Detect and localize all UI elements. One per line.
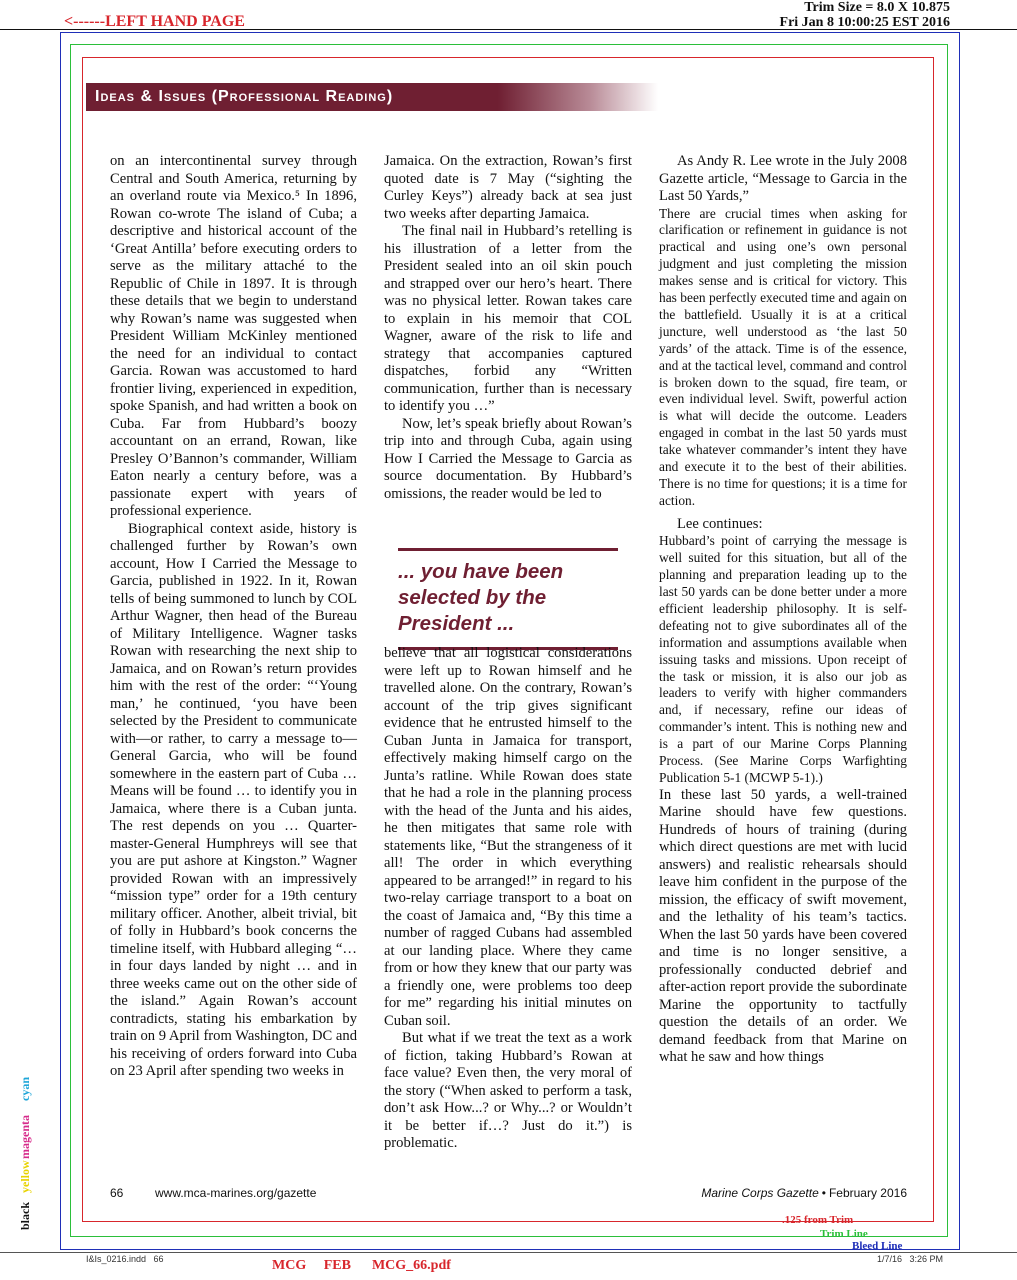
safe-frame-red-left — [82, 57, 83, 1221]
section-banner-title: Ideas & Issues (Professional Reading) — [95, 88, 394, 105]
body-paragraph: The final nail in Hubbard’s retelling is his illustration of a letter from the President sealed into an oil skin pouch and strapped over our hero’s heart. There was no physical letter. Rowan takes care to explain in his memoir that COL Wagner, aware of the risk to life and strategy that accompanies captured dispatches, forbid any “Written communication, further than is necessary to identify you …” — [384, 223, 632, 414]
trim-offset-slug: .125 from Trim — [782, 1214, 854, 1226]
color-label-magenta: magenta — [18, 1115, 32, 1159]
bleed-line-slug: Bleed Line — [852, 1240, 903, 1252]
trim-frame-green-bottom — [70, 1236, 948, 1237]
publication-name: Marine Corps Gazette — [701, 1186, 819, 1200]
color-label-black: black — [18, 1201, 32, 1230]
trim-frame-green-top — [70, 44, 948, 45]
pdf-label-slug: MCG FEB MCG_66.pdf — [272, 1258, 451, 1273]
block-quote: There are crucial times when asking for clarification or refinement in guidance is not practical and using one’s own personal judgment and just completing the mission makes sense and is critical for victory. This has been perfectly executed time and again on the battlefield. Usually it is at a critical juncture, well understood as ‘the last 50 yards’ of the attack. Time is of the essence, and at the tactical level, command and control is broken down to the squad, fire team, or even individual level. Swift, powerful action is what will decide the outcome. Leaders engaged in combat in the last 50 yards must take whatever commander’s intent they have and execute it to the best of their abilities. There is no time for questions; it is a time for action. — [659, 205, 907, 508]
article-column-2-bottom — [384, 645, 632, 1153]
footer-bullet: • — [821, 1186, 826, 1200]
trim-frame-blue-right — [959, 32, 960, 1250]
trim-frame-green-right — [947, 44, 948, 1236]
indd-file-slug: I&Is_0216.indd 66 — [86, 1254, 164, 1264]
body-paragraph: Biographical context aside, history is challenged further by Rowan’s own account, How I Carried the Message to Garcia, published in 1922. In it, Rowan tells of being summoned to lunch by COL Arthur Wagner, then head of the Bureau of Military Intelligence. Wagner tasks Rowan with researching the next ship to Jamaica, and on Rowan’s return provides him with the rest of the order: “‘Young man,’ he continued, ‘you have been selected by the President to communicate with—or rather, to carry a message to—General Garcia, who will be found somewhere in the eastern part of Cuba … Means will be found … to identify you in Jamaica, where there is a Cuban junta. The rest depends on you … Quarter-master-General Humphreys will see that you are put ashore at Kingston.” Wagner provided Rowan with an impressively “mission type” order for a 19th century military officer. Another, albeit trivial, bit of folly in Hubbard’s book concerns the timeline itself, with Hubbard alleging “… in four days landed by night … and in three weeks came out on the other side of the island.” Again Rowan’s account contradicts, stating his embarkation by train on 9 April from Washington, DC and his receiving of orders forward into Cuba on 23 April after spending two weeks in — [110, 520, 357, 1079]
color-label-yellow: yellow — [18, 1160, 32, 1193]
indd-date-slug: 1/7/16 3:26 PM — [876, 1254, 943, 1264]
body-paragraph: But what if we treat the text as a work of fiction, taking Hubbard’s Rowan at face value? Even then, the very moral of the story (“When asked to perform a task, don’t ask How...? or Why...? or Wouldn’t it be better if…? Just do it.”) is problematic. — [384, 1030, 632, 1151]
issue-date: February 2016 — [828, 1186, 907, 1200]
pull-quote-text: ... you have been selected by the President ... — [398, 560, 564, 635]
body-paragraph: Jamaica. On the extraction, Rowan’s first quoted date is 7 May (“sighting the Curley Keys”) already back at sea just two weeks after departing Jamaica. — [384, 153, 632, 222]
left-hand-page-slug: <------LEFT HAND PAGE — [64, 13, 245, 30]
article-column-1 — [110, 153, 357, 1081]
footer-url: www.mca-marines.org/gazette — [155, 1186, 317, 1200]
article-column-3 — [659, 153, 907, 1067]
trim-frame-blue-top — [60, 32, 960, 33]
process-color-bar — [18, 1077, 38, 1230]
page-number: 66 — [110, 1186, 124, 1200]
timestamp-slug: Fri Jan 8 10:00:25 EST 2016 — [779, 15, 950, 30]
trim-frame-green-left — [70, 44, 71, 1236]
body-paragraph: Now, let’s speak briefly about Rowan’s trip into and through Cuba, again using How I Carried the Message to Garcia as source documentation. By Hubbard’s omissions, the reader would be led to — [384, 415, 632, 502]
body-paragraph: In these last 50 yards, a well-trained Marine should have few questions. Hundreds of hours of training (during which direct questions are met with lucid answers) and realistic rehearsals should leave him confident in the purpose of the mission, the efficacy of swift movement, and the lethality of his team’s tactics. When the last 50 yards have been covered and time is no longer sensitive, a professionally conducted debrief and after-action report provide the subordinate Marine the opportunity to tactfully question the details of an order. We demand feedback from that Marine on what he saw and how things — [659, 786, 907, 1066]
footer-publication — [701, 1186, 907, 1200]
trim-line-slug: Trim Line — [820, 1228, 868, 1240]
color-label-cyan: cyan — [18, 1077, 32, 1101]
trim-frame-blue-bottom — [60, 1249, 960, 1250]
body-paragraph: believe that all logistical considerations were left up to Rowan himself and he travelled alone. On the contrary, Rowan’s account of the trip gives significant evidence that he entrusted himself to the Cuban Junta in Jamaica for transport, effectively making himself cargo on the Junta’s ratline. While Rowan does state that he had a role in the planning process with the head of the Junta and his aides, he then mitigates that same role with statements like, “But the strangeness of it all! The order in which everything appeared to be arranged!” in regard to his two-relay carriage transport to a boat on the coast of Jamaica and, “By this time a number of ragged Cubans had assembled at our landing place. Where they came from or how they knew that our party was a friendly one, were problems too deep for me” regarding his initial minutes on Cuban soil. — [384, 645, 632, 1029]
pull-quote — [398, 548, 618, 650]
trim-frame-blue-left — [60, 32, 61, 1250]
safe-frame-red-top — [82, 57, 934, 58]
safe-frame-red-right — [933, 57, 934, 1221]
section-banner — [86, 83, 658, 111]
crop-mark-bottom — [0, 1252, 1017, 1253]
body-paragraph: As Andy R. Lee wrote in the July 2008 Gazette article, “Message to Garcia in the Last 50 Yards,” — [659, 153, 907, 204]
body-paragraph: Lee continues: — [677, 515, 763, 532]
article-column-2-top — [384, 153, 632, 503]
trim-size-slug: Trim Size = 8.0 X 10.875 — [804, 0, 950, 15]
body-paragraph: on an intercontinental survey through Central and South America, returning by an overland route via Mexico.⁵ In 1896, Rowan co-wrote The island of Cuba; a descriptive and historical account of the ‘Great Antilla’ before executing orders to serve as the military attaché to the Republic of Chile in 1897. It is through these details that we begin to understand why Rowan’s name was suggested when President William McKinley mentioned the need for an individual to contact Garcia. Rowan was accustomed to hard frontier living, experienced in expedition, spoke Spanish, and had written a book on Cuba. Far from Hubbard’s boozy accountant on an errand, Rowan, like Presley O’Bannon’s commander, William Eaton nearly a century before, was a passionate expert with years of professional experience. — [110, 153, 357, 519]
block-quote: Hubbard’s point of carrying the message is well suited for this situation, but all of the planning and preparation leading up to the last 50 yards can be done better under a more efficient leadership philosophy. It is self-defeating not to give subordinates all of the information and assumptions available when issuing tasks and missions. Upon receipt of the task or mission, it is also our job as leaders to verify with higher commanders and, if necessary, refine our ideas of commander’s intent. This is nothing new and is a part of our Marine Corps Planning Process. (See Marine Corps Warfighting Publication 5-1 (MCWP 5-1).) — [659, 533, 907, 785]
